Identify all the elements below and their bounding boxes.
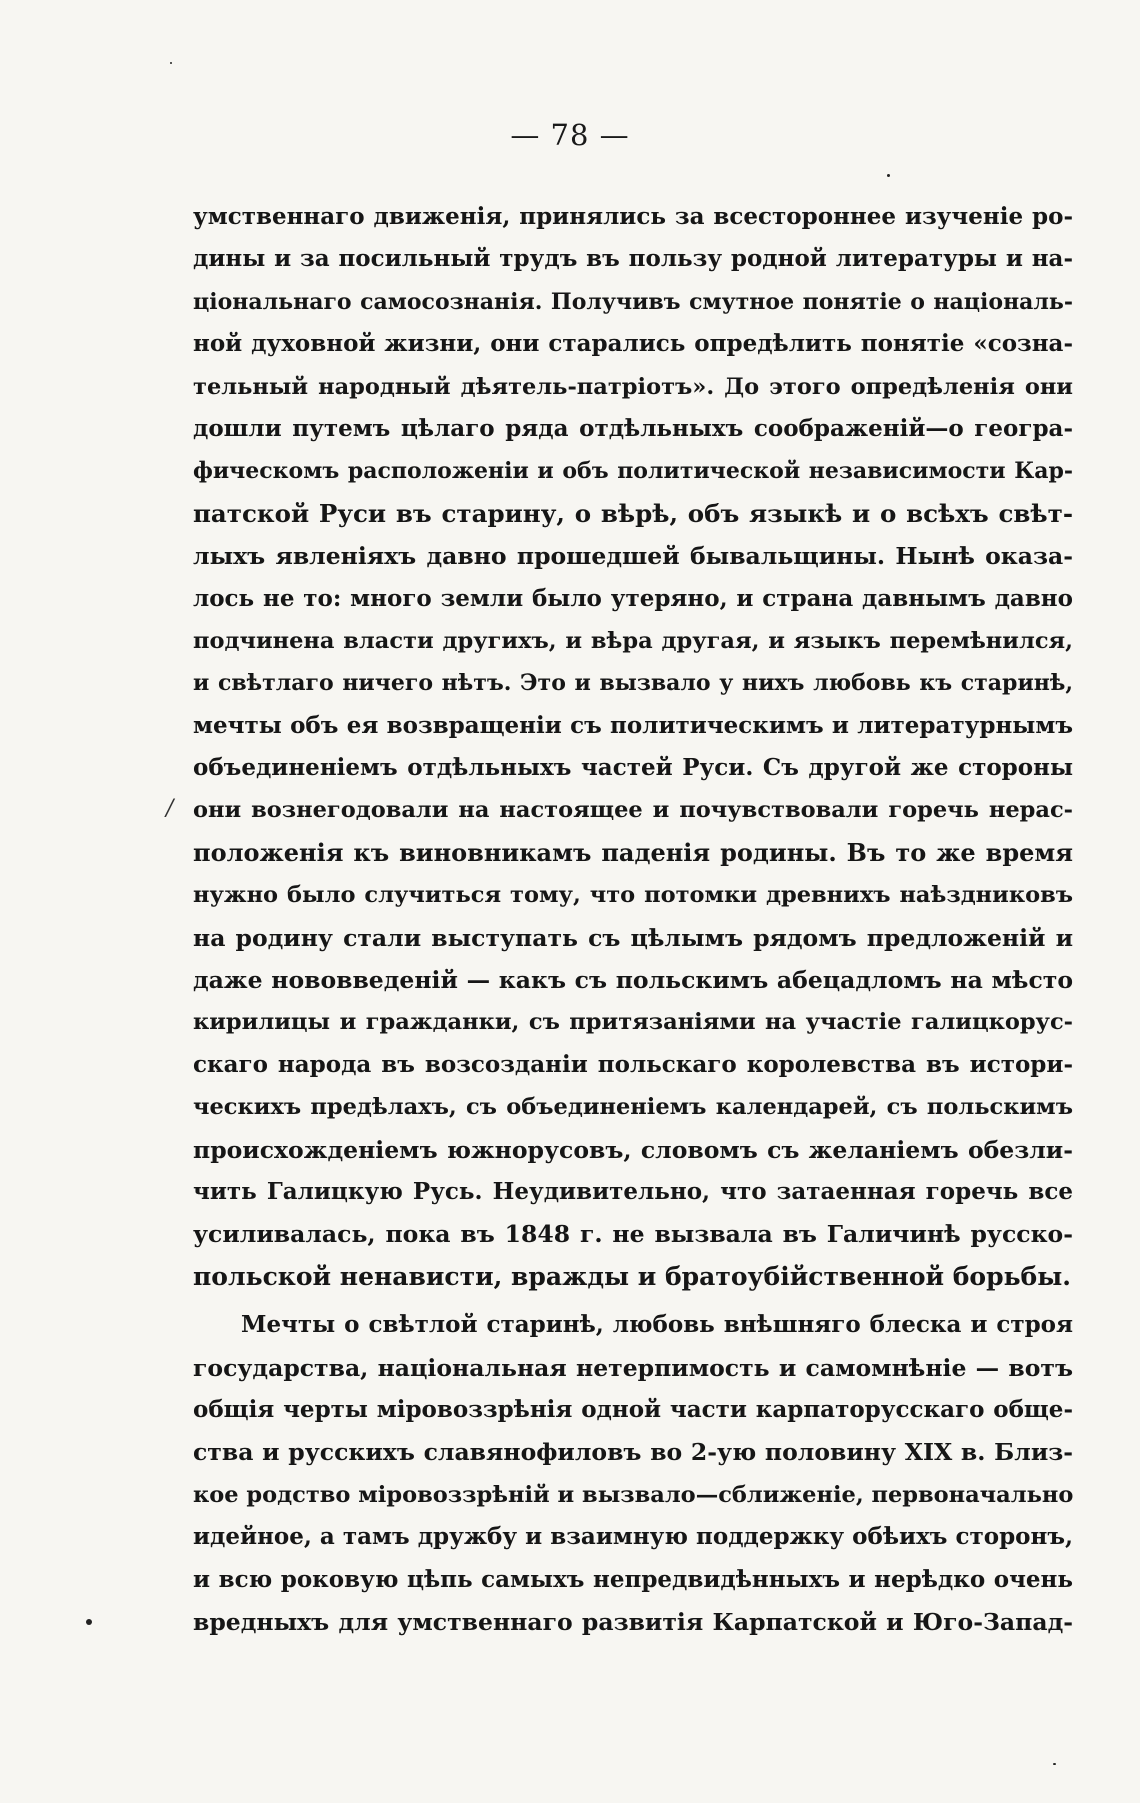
text-line: они вознегодовали на настоящее и почувствовали горечь нерас-	[193, 797, 1073, 824]
text-line: польской ненависти, вражды и братоубійственной борьбы.	[193, 1261, 1071, 1291]
text-line: патской Руси въ старину, о вѣрѣ, объ языкѣ и о всѣхъ свѣт-	[193, 498, 1073, 528]
text-line: умственнаго движенія, принялись за всестороннее изученіе ро-	[193, 203, 1073, 230]
text-line: дины и за посильный трудъ въ пользу родной литературы и на-	[193, 245, 1073, 273]
text-line: ческихъ предѣлахъ, съ объединеніемъ календарей, съ польскимъ	[193, 1094, 1073, 1121]
paragraph-2	[193, 1304, 1073, 1643]
body-text	[193, 196, 1073, 1643]
text-line: мечты объ ея возвращеніи съ политическимъ и литературнымъ	[193, 711, 1073, 739]
text-line: ства и русскихъ славянофиловъ во 2-ую половину XIX в. Близ-	[193, 1438, 1073, 1467]
text-line: усиливалась, пока въ 1848 г. не вызвала въ Галичинѣ русско-	[193, 1220, 1073, 1249]
text-line: положенія къ виновникамъ паденія родины. Въ то же время	[193, 837, 1073, 867]
text-line: и свѣтлаго ничего нѣтъ. Это и вызвало у нихъ любовь къ старинѣ,	[193, 670, 1073, 697]
margin-pencil-mark: /	[166, 796, 174, 821]
text-line: дошли путемъ цѣлаго ряда отдѣльныхъ соображеній—о геогра-	[193, 414, 1073, 442]
text-line: Мечты о свѣтлой старинѣ, любовь внѣшняго блеска и строя	[241, 1311, 1073, 1339]
page-number: — 78 —	[510, 118, 630, 152]
text-line: общія черты міровоззрѣнія одной части карпаторусскаго обще-	[193, 1395, 1073, 1423]
text-line: лось не то: много земли было утеряно, и страна давнымъ давно	[193, 584, 1073, 612]
text-line: идейное, а тамъ дружбу и взаимную поддержку обѣихъ сторонъ,	[193, 1523, 1073, 1551]
text-line: кое родство міровоззрѣній и вызвало—сближеніе, первоначально	[193, 1481, 1073, 1508]
paragraph-1	[193, 196, 1073, 1298]
text-line: даже нововведеній — какъ съ польскимъ абецадломъ на мѣсто	[193, 966, 1073, 995]
ink-speck	[1053, 1763, 1056, 1765]
text-line: ной духовной жизни, они старались опредѣлить понятіе «созна-	[193, 330, 1073, 358]
text-line: на родину стали выступать съ цѣлымъ рядомъ предложеній и	[193, 923, 1073, 952]
text-line: подчинена власти другихъ, и вѣра другая, и языкъ перемѣнился,	[193, 627, 1073, 654]
text-line: скаго народа въ возсозданіи польскаго королевства въ истори-	[193, 1050, 1073, 1078]
text-line: нужно было случиться тому, что потомки древнихъ наѣздниковъ	[193, 882, 1073, 909]
text-line: происхожденіемъ южнорусовъ, словомъ съ желаніемъ обезли-	[193, 1135, 1073, 1164]
ink-speck	[170, 62, 172, 64]
ink-speck	[86, 1619, 92, 1625]
text-line: государства, національная нетерпимость и самомнѣніе — вотъ	[193, 1353, 1073, 1382]
text-line: фическомъ расположеніи и объ политической независимости Кар-	[193, 458, 1073, 485]
text-line: лыхъ явленіяхъ давно прошедшей бывальщины. Нынѣ оказа-	[193, 542, 1073, 571]
text-line: вредныхъ для умственнаго развитія Карпатской и Юго-Запад-	[193, 1607, 1073, 1636]
text-line: ціональнаго самосознанія. Получивъ смутное понятіе о національ-	[193, 288, 1073, 315]
text-line: чить Галицкую Русь. Неудивительно, что затаенная горечь все	[193, 1177, 1073, 1205]
text-line: тельный народный дѣятель-патріотъ». До этого опредѣленія они	[193, 373, 1073, 400]
text-line: и всю роковую цѣпь самыхъ непредвидѣнныхъ и нерѣдко очень	[193, 1565, 1073, 1593]
text-line: кирилицы и гражданки, съ притязаніями на участіе галицкорус-	[193, 1009, 1073, 1036]
ink-speck	[887, 174, 890, 177]
text-line: объединеніемъ отдѣльныхъ частей Руси. Съ другой же стороны	[193, 754, 1073, 782]
